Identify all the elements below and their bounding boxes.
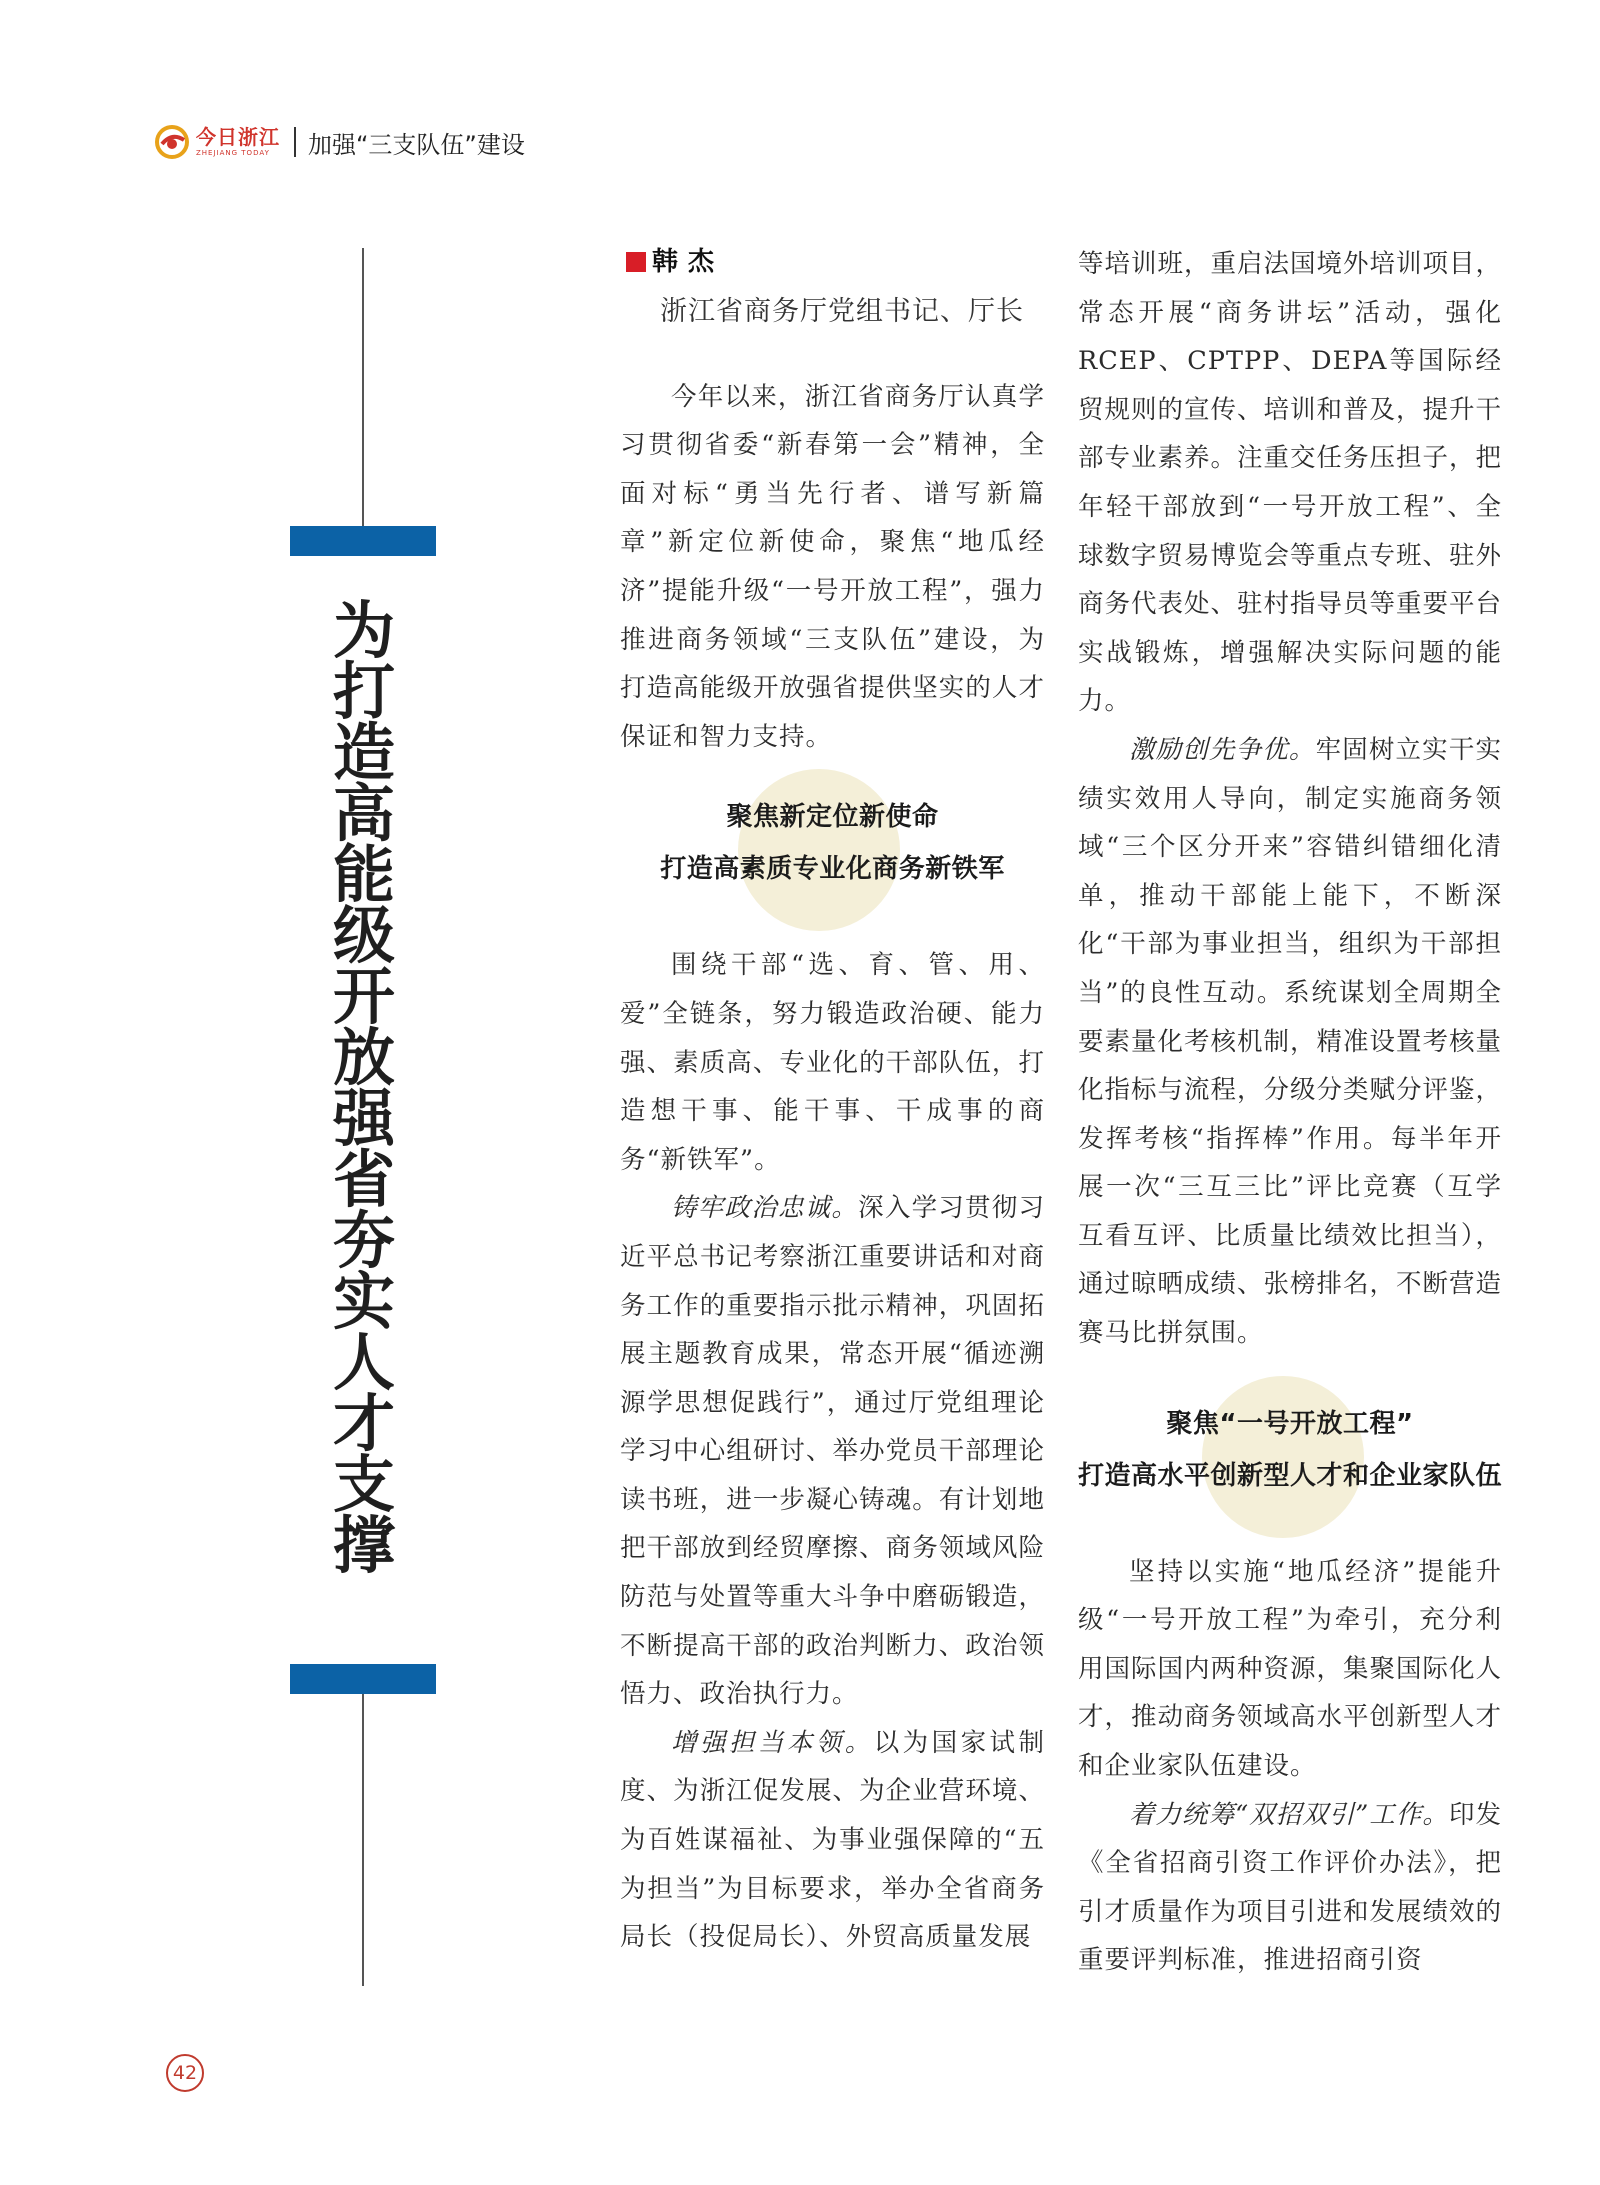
paragraph: 等培训班，重启法国境外培训项目，常态开展“商务讲坛”活动，强化RCEP、CPTPP、DEPA等国际经贸规则的宣传、培训和普及，提升干部专业素养。注重交任务压担子，把年轻干部放到“一号开放工程”、全球数字贸易博览会等重点专班、驻外商务代表处、驻村指导员等重要平台实战锻炼，增强解决实际问题的能力。 bbox=[1078, 249, 1503, 717]
paragraph bbox=[1078, 1791, 1502, 1985]
title-rule-bottom bbox=[362, 1694, 364, 1986]
article-title bbox=[322, 594, 406, 1582]
paragraph: 坚持以实施“地瓜经济”提能升级“一号开放工程”为牵引，充分利用国际国内两种资源，集聚国际化人才，推动商务领域高水平创新型人才和企业家队伍建设。 bbox=[1078, 1556, 1503, 1782]
section-heading-1 bbox=[620, 791, 1045, 915]
title-character: 高 bbox=[332, 777, 395, 850]
logo-chinese-text: 今日浙江 bbox=[196, 125, 280, 149]
paragraph-text: 以为国家试制度、为浙江促发展、为企业营环境、为百姓谋福祉、为事业强保障的“五为担当”为目标要求，举办全省商务局长（投促局长）、外贸高质量发展 bbox=[620, 1727, 1045, 1953]
author-name: 韩杰 bbox=[652, 246, 725, 277]
title-character: 夯 bbox=[332, 1204, 395, 1277]
section-heading-1-line-2: 打造高素质专业化商务新铁军 bbox=[660, 854, 1005, 885]
section-heading-2 bbox=[1078, 1398, 1502, 1522]
intro-paragraph: 今年以来，浙江省商务厅认真学习贯彻省委“新春第一会”精神，全面对标“勇当先行者、谱写新篇章”新定位新使命，聚焦“地瓜经济”提能升级“一号开放工程”，强力推进商务领域“三支队伍”建设，为打造高能级开放强省提供坚实的人才保证和智力支持。 bbox=[620, 381, 1045, 752]
paragraph-text: 印发《全省招商引资工作评价办法》，把引才质量作为项目引进和发展绩效的重要评判标准，推进招商引资 bbox=[1078, 1799, 1503, 1976]
article-column-2 bbox=[1078, 240, 1502, 1985]
header-divider bbox=[294, 127, 296, 157]
article-column-1 bbox=[620, 240, 1045, 1962]
page-number: 42 bbox=[166, 2054, 204, 2092]
title-character: 才 bbox=[332, 1387, 395, 1460]
author-title: 浙江省商务厅党组书记、厅长 bbox=[660, 296, 1024, 327]
title-character: 实 bbox=[332, 1265, 395, 1338]
column-name: 加强“三支队伍”建设 bbox=[308, 130, 525, 159]
paragraph-keyword: 激励创先争优。 bbox=[1129, 734, 1316, 765]
paragraph: 围绕干部“选、育、管、用、爱”全链条，努力锻造政治硬、能力强、素质高、专业化的干部队伍，打造想干事、能干事、干成事的商务“新铁军”。 bbox=[620, 950, 1045, 1175]
title-character: 人 bbox=[332, 1326, 395, 1399]
title-character: 放 bbox=[332, 1021, 395, 1094]
title-character: 撑 bbox=[332, 1509, 395, 1582]
title-bar-top bbox=[290, 526, 436, 556]
title-character: 级 bbox=[332, 899, 395, 972]
title-character: 能 bbox=[332, 838, 395, 911]
page-header bbox=[154, 120, 525, 164]
sun-logo-icon bbox=[154, 124, 190, 160]
section-heading-1-line-1: 聚焦新定位新使命 bbox=[726, 802, 939, 833]
paragraph bbox=[620, 1184, 1045, 1719]
paragraph-text: 牢固树立实干实绩实效用人导向，制定实施商务领域“三个区分开来”容错纠错细化清单，推动干部能上能下，不断深化“干部为事业担当，组织为干部担当”的良性互动。系统谋划全周期全要素量化考核机制，精准设置考核量化指标与流程，分级分类赋分评鉴，发挥考核“指挥棒”作用。每半年开展一次“三互三比”评比竞赛（互学互看互评、比质量比绩效比担当），通过晾晒成绩、张榜排名，不断营造赛马比拼氛围。 bbox=[1078, 734, 1503, 1349]
magazine-logo bbox=[154, 124, 280, 160]
paragraph bbox=[1078, 726, 1502, 1358]
paragraph-text: 深入学习贯彻习近平总书记考察浙江重要讲话和对商务工作的重要指示批示精神，巩固拓展主题教育成果，常态开展“循迹溯源学思想促践行”，通过厅党组理论学习中心组研讨、举办党员干部理论读书班，进一步凝心铸魂。有计划地把干部放到经贸摩擦、商务领域风险防范与处置等重大斗争中磨砺锻造，不断提高干部的政治判断力、政治领悟力、政治执行力。 bbox=[620, 1193, 1045, 1710]
paragraph bbox=[620, 1719, 1045, 1962]
section-heading-2-line-1: 聚焦“一号开放工程” bbox=[1166, 1408, 1414, 1439]
paragraph-keyword: 铸牢政治忠诚。 bbox=[671, 1193, 859, 1224]
author-marker bbox=[626, 252, 646, 272]
title-rule-top bbox=[362, 248, 364, 526]
title-bar-bottom bbox=[290, 1664, 436, 1694]
title-character: 支 bbox=[332, 1448, 395, 1521]
title-character: 造 bbox=[332, 716, 395, 789]
paragraph-keyword: 增强担当本领。 bbox=[671, 1727, 874, 1758]
author-line bbox=[626, 240, 1045, 284]
title-character: 为 bbox=[332, 594, 395, 667]
logo-english-text: ZHEJIANG TODAY bbox=[196, 149, 270, 157]
title-character: 开 bbox=[332, 960, 395, 1033]
title-character: 省 bbox=[332, 1143, 395, 1216]
paragraph-keyword: 着力统筹“双招双引”工作。 bbox=[1129, 1799, 1449, 1830]
title-character: 打 bbox=[332, 655, 395, 728]
title-character: 强 bbox=[332, 1082, 395, 1155]
section-heading-2-line-2: 打造高水平创新型人才和企业家队伍 bbox=[1078, 1460, 1503, 1491]
